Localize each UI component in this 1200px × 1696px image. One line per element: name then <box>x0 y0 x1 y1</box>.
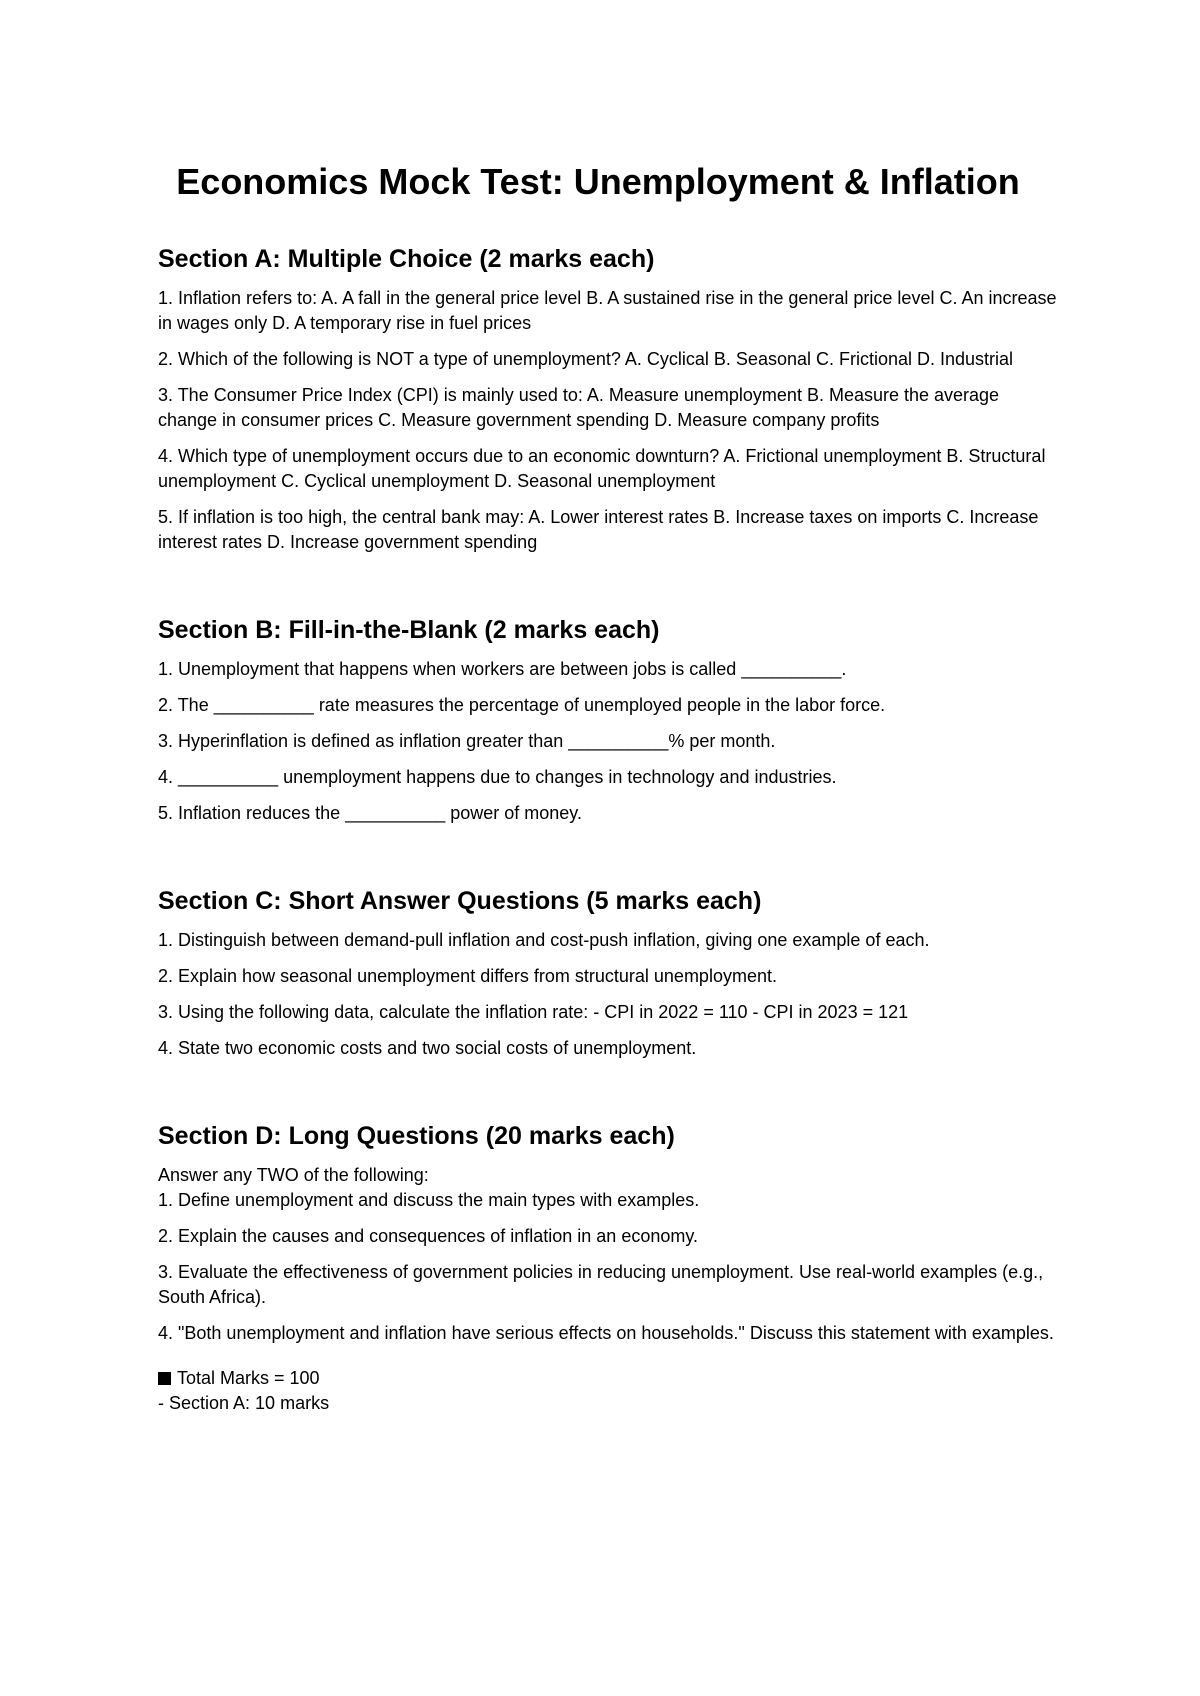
question-a5: 5. If inflation is too high, the central bank may: A. Lower interest rates B. Increase taxes on imports C. Increase interest rates D. Increase government spending <box>158 507 1039 552</box>
question-b4: 4. __________ unemployment happens due to changes in technology and industries. <box>158 767 837 787</box>
document-page <box>158 160 1058 1416</box>
question-d2: 2. Explain the causes and consequences of inflation in an economy. <box>158 1226 699 1246</box>
section-c <box>158 886 1058 1061</box>
marks-summary <box>158 1366 1058 1416</box>
question-b1: 1. Unemployment that happens when workers are between jobs is called __________. <box>158 659 847 679</box>
question-c4: 4. State two economic costs and two social costs of unemployment. <box>158 1038 697 1058</box>
section-b <box>158 615 1058 826</box>
question-c2: 2. Explain how seasonal unemployment differs from structural unemployment. <box>158 966 777 986</box>
question-c1: 1. Distinguish between demand-pull inflation and cost-push inflation, giving one example of each. <box>158 930 930 950</box>
question-d1: 1. Define unemployment and discuss the main types with examples. <box>158 1190 700 1210</box>
question-a3: 3. The Consumer Price Index (CPI) is mainly used to: A. Measure unemployment B. Measure the average change in consumer prices C. Measure government spending D. Measure company profits <box>158 385 1000 430</box>
question-d4: 4. "Both unemployment and inflation have serious effects on households." Discuss this statement with examples. <box>158 1323 1054 1343</box>
section-b-heading: Section B: Fill-in-the-Blank (2 marks each) <box>158 616 660 644</box>
black-square-icon <box>158 1372 171 1385</box>
section-d <box>158 1121 1058 1346</box>
section-a <box>158 244 1058 555</box>
question-b5: 5. Inflation reduces the __________ power of money. <box>158 803 582 823</box>
total-marks-line <box>158 1366 1058 1391</box>
section-d-intro: Answer any TWO of the following: <box>158 1165 429 1185</box>
question-c3: 3. Using the following data, calculate the inflation rate: - CPI in 2022 = 110 - CPI in 2023 = 121 <box>158 1002 909 1022</box>
section-c-heading: Section C: Short Answer Questions (5 marks each) <box>158 887 762 915</box>
total-marks-label: Total Marks = 100 <box>177 1368 320 1388</box>
question-a2: 2. Which of the following is NOT a type of unemployment? A. Cyclical B. Seasonal C. Frictional D. Industrial <box>158 349 1014 369</box>
question-b2: 2. The __________ rate measures the percentage of unemployed people in the labor force. <box>158 695 886 715</box>
section-a-marks-line: - Section A: 10 marks <box>158 1393 330 1413</box>
page-title: Economics Mock Test: Unemployment & Inflation <box>176 161 1020 202</box>
question-b3: 3. Hyperinflation is defined as inflation greater than __________% per month. <box>158 731 776 751</box>
question-d3: 3. Evaluate the effectiveness of government policies in reducing unemployment. Use real-world examples (e.g., South Africa). <box>158 1262 1044 1307</box>
question-a1: 1. Inflation refers to: A. A fall in the general price level B. A sustained rise in the general price level C. An increase in wages only D. A temporary rise in fuel prices <box>158 288 1057 333</box>
section-d-heading: Section D: Long Questions (20 marks each) <box>158 1122 675 1150</box>
question-a4: 4. Which type of unemployment occurs due to an economic downturn? A. Frictional unemployment B. Structural unemployment C. Cyclical unemployment D. Seasonal unemployment <box>158 446 1046 491</box>
section-a-heading: Section A: Multiple Choice (2 marks each) <box>158 245 655 273</box>
